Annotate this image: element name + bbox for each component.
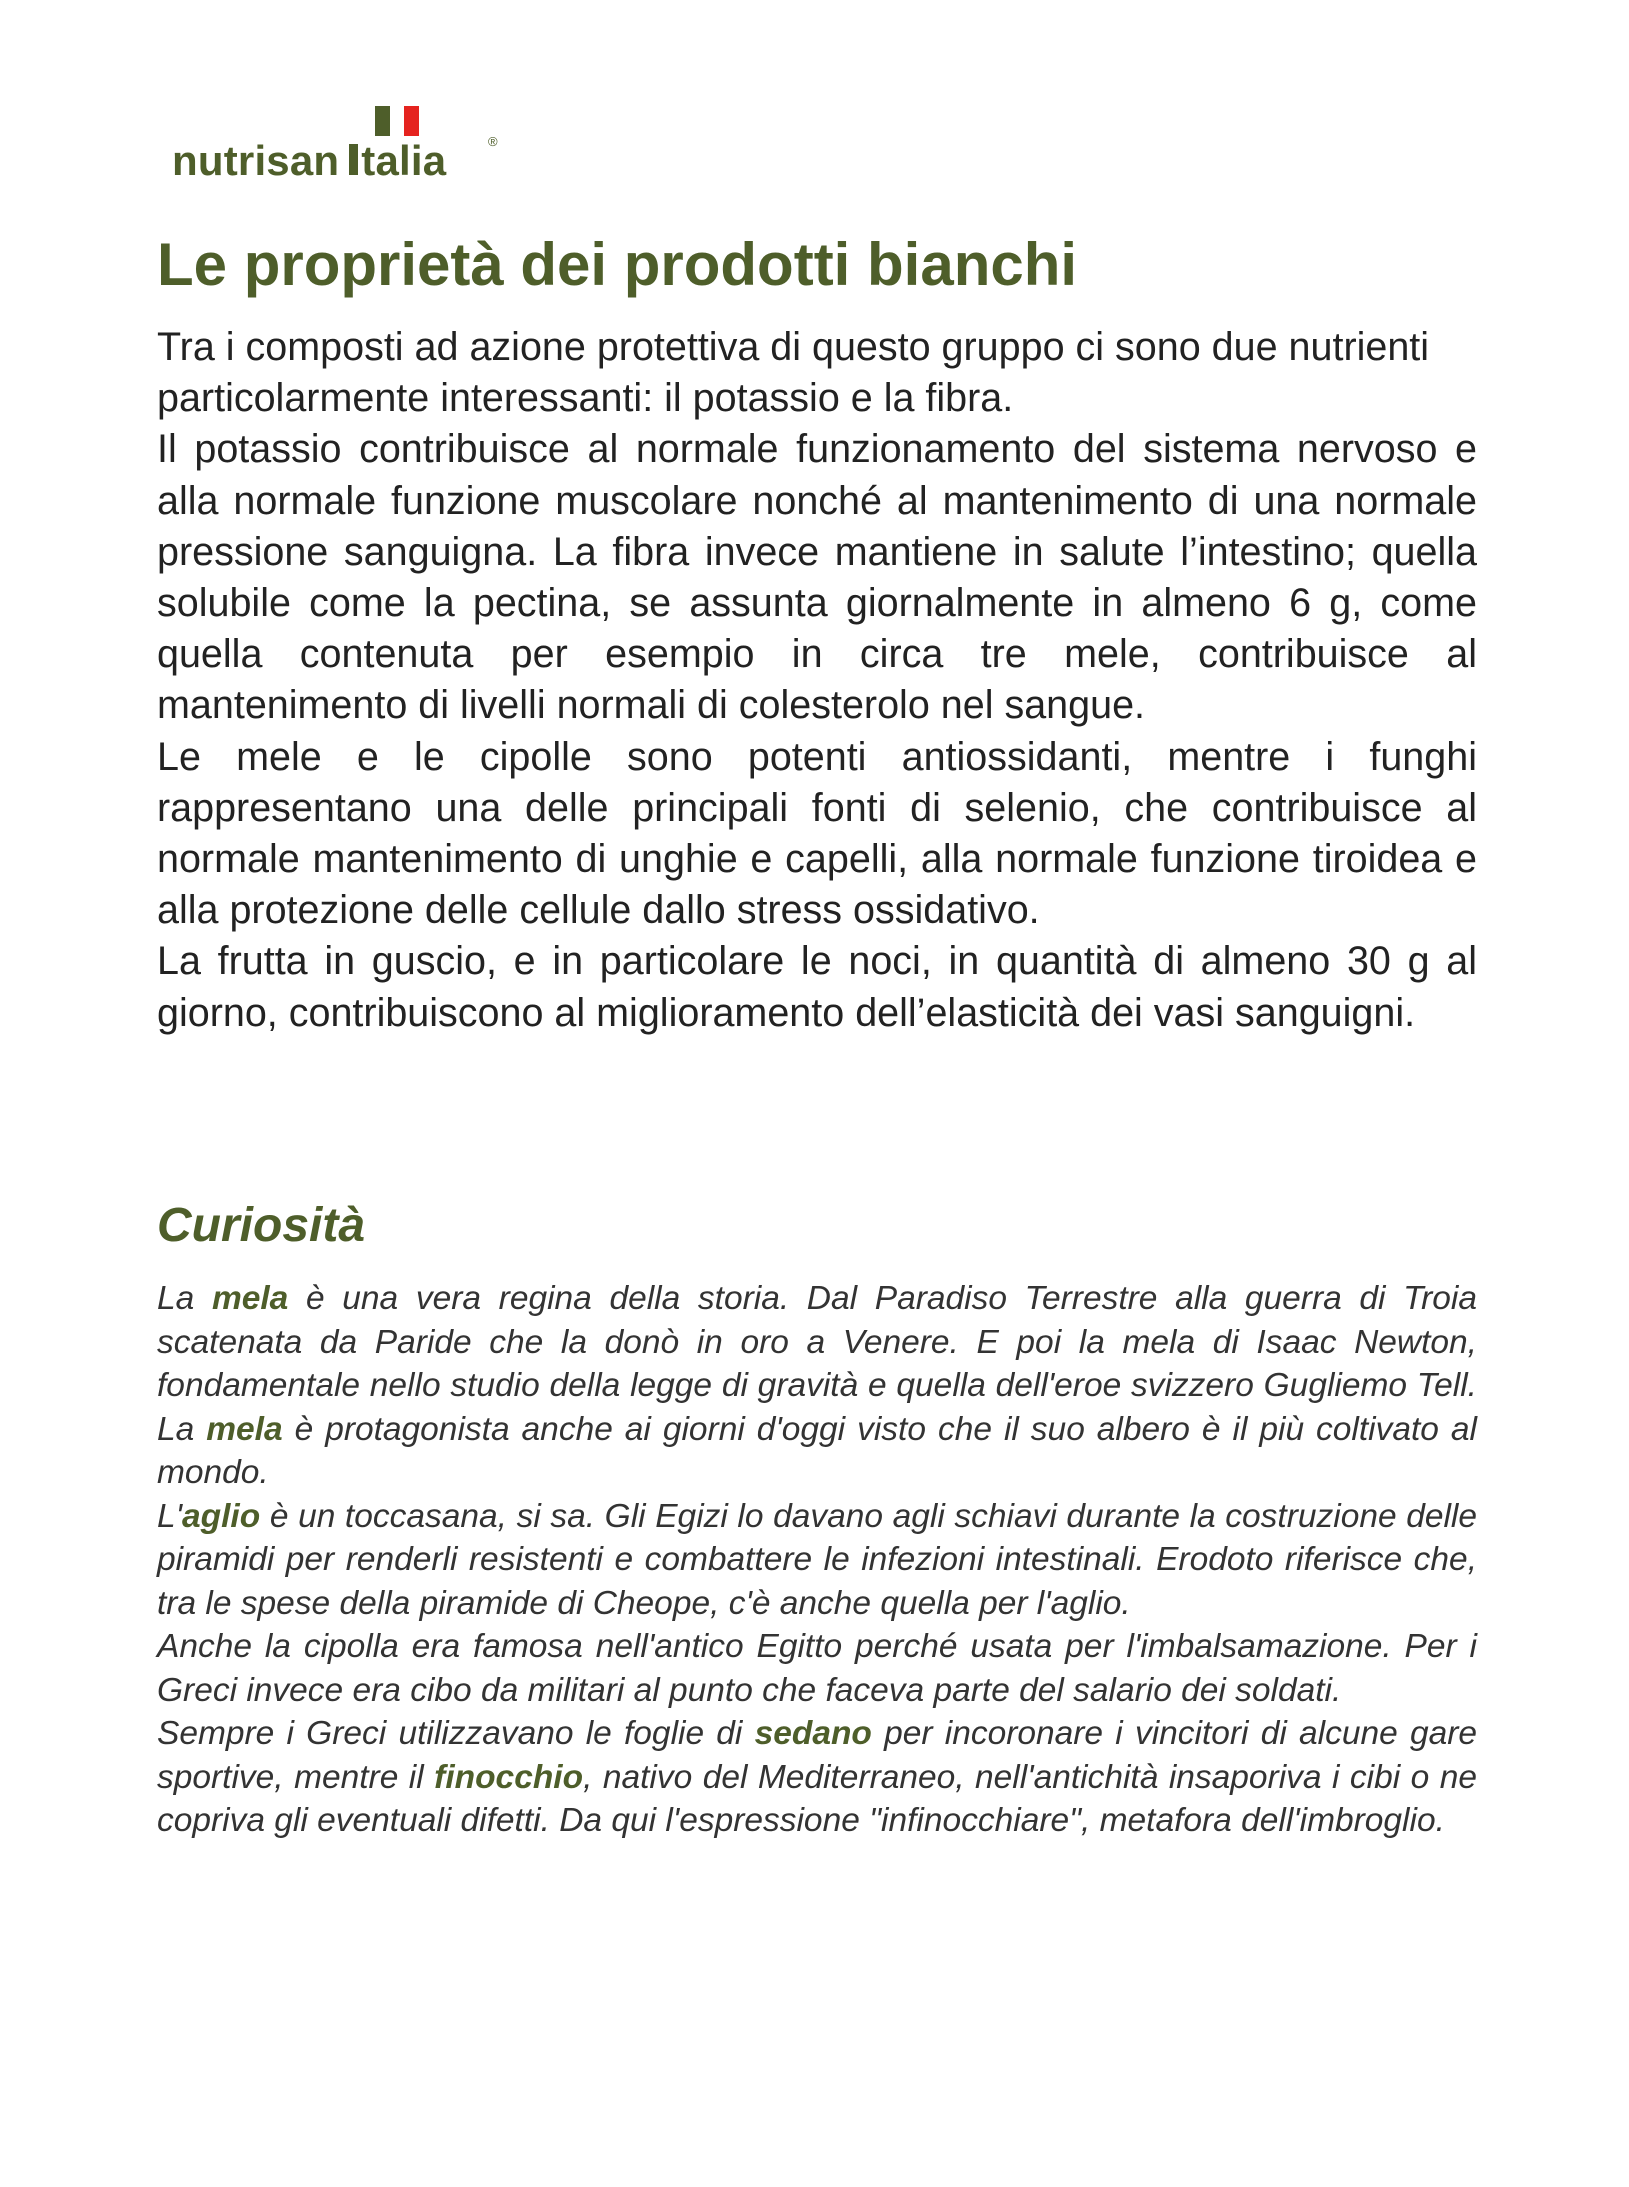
keyword-mela: mela xyxy=(206,1410,283,1448)
keyword-mela: mela xyxy=(211,1280,289,1317)
section-heading-curiosita: Curiosità xyxy=(157,1199,366,1252)
paragraph-frutta-guscio: La frutta in guscio, e in particolare le noci, in quantità di almeno 30 g al giorno, contribuiscono al miglioramento dell’elasticità dei vasi sanguigni. xyxy=(157,939,1477,1035)
paragraph-antiossidanti: Le mele e le cipolle sono potenti antiossidanti, mentre i funghi rappresentano una delle principali fonti di selenio, che contribuisce al normale mantenimento di unghie e capelli, alla normale funzione tiroidea e alla protezione delle cellule dallo stress ossidativo. xyxy=(157,734,1477,933)
keyword-sedano: sedano xyxy=(754,1715,872,1752)
registered-mark: ® xyxy=(488,134,498,149)
logo-i-bar xyxy=(349,144,358,175)
paragraph-cipolla: Anche la cipolla era famosa nell'antico Egitto perché usata per l'imbalsamazione. Per i Greci invece era cibo da militari al punto che faceva parte del salario dei soldati. xyxy=(157,1628,1477,1709)
keyword-aglio: aglio xyxy=(182,1497,261,1535)
keyword-finocchio: finocchio xyxy=(434,1758,584,1796)
paragraph-sedano-finocchio: Sempre i Greci utilizzavano le foglie di sedano per incoronare i vincitori di alcune gare sportive, mentre il finocchio, nativo del Mediterraneo, nell'antichità insaporiva i cibi o ne copriva gli eventuali difetti. Da qui l'espressione "infinocchiare", metafora dell'imbroglio. xyxy=(157,1715,1477,1839)
curiosita-body xyxy=(157,1277,1477,1843)
page-title: Le proprietà dei prodotti bianchi xyxy=(157,231,1078,298)
paragraph-intro: Tra i composti ad azione protettiva di questo gruppo ci sono due nutrienti particolarmente interessanti: il potassio e la fibra. xyxy=(157,325,1430,421)
paragraph-mela: La mela è una vera regina della storia. Dal Paradiso Terrestre alla guerra di Troia scatenata da Paride che la donò in oro a Venere. E poi la mela di Isaac Newton, fondamentale nello studio della legge di gravità e quella dell'eroe svizzero Gugliemo Tell. La mela è protagonista anche ai giorni d'oggi visto che il suo albero è il più coltivato al mondo. xyxy=(157,1280,1477,1491)
italian-flag-icon xyxy=(375,106,419,136)
paragraph-potassio-fibra: Il potassio contribuisce al normale funzionamento del sistema nervoso e alla normale funzione muscolare nonché al mantenimento di una normale pressione sanguigna. La fibra invece mantiene in salute l’intestino; quella solubile come la pectina, se assunta giornalmente in almeno 6 g, come quella contenuta per esempio in circa tre mele, contribuisce al mantenimento di livelli normali di colesterolo nel sangue. xyxy=(157,427,1477,728)
brand-logo xyxy=(172,100,512,190)
main-body xyxy=(157,322,1477,1039)
logo-wordmark: nutrisan talia xyxy=(172,137,447,184)
paragraph-aglio: L'aglio è un toccasana, si sa. Gli Egizi lo davano agli schiavi durante la costruzione delle piramidi per renderli resistenti e combattere le infezioni intestinali. Erodoto riferisce che, tra le spese della piramide di Cheope, c'è anche quella per l'aglio. xyxy=(157,1497,1477,1622)
